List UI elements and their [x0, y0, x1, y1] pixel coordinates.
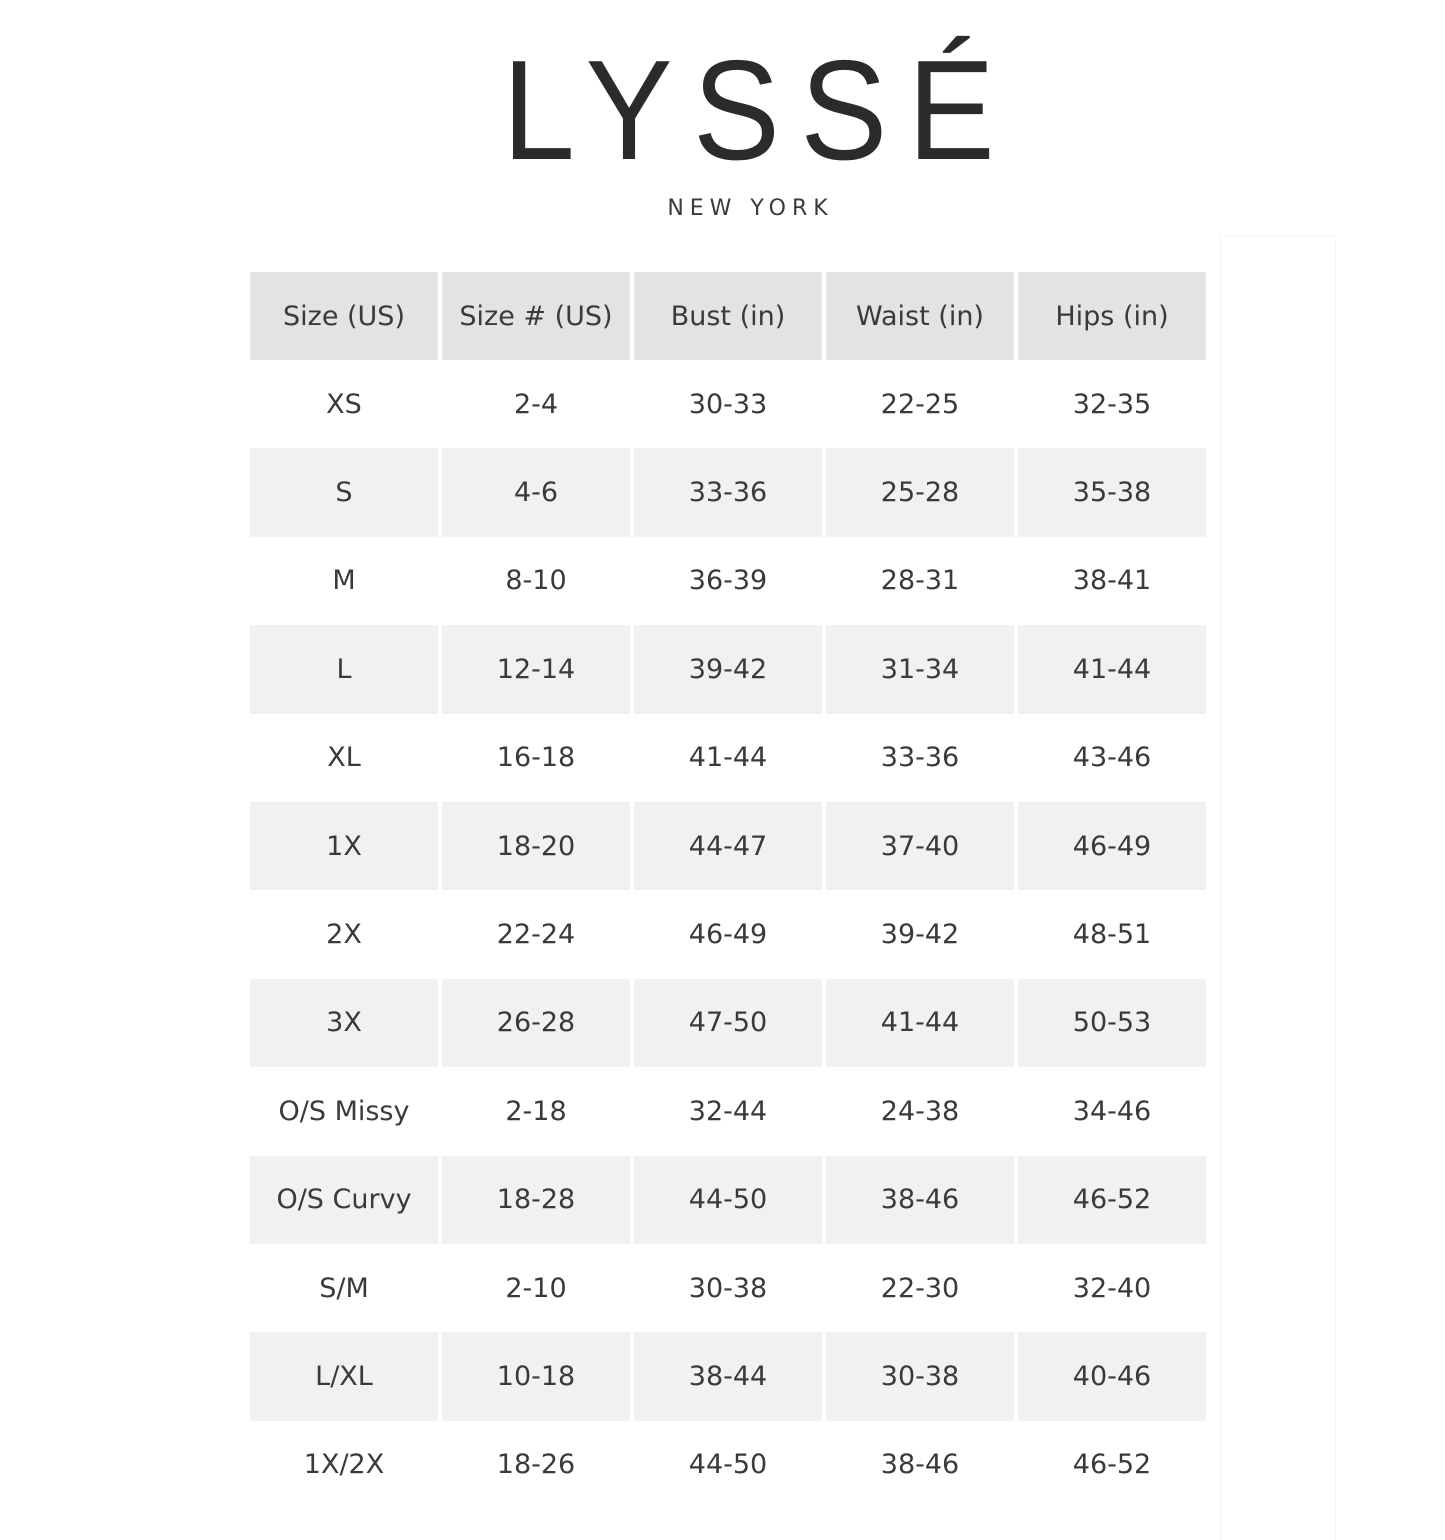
cell-size-number: 2-10: [505, 1272, 567, 1304]
column-header-size: Size (US): [250, 272, 438, 360]
table-row: [250, 625, 1206, 713]
cell-bust: 47-50: [634, 979, 822, 1067]
cell-waist: 28-31: [880, 565, 960, 597]
cell-size-number: 22-24: [496, 919, 576, 951]
table-row: [250, 360, 1206, 448]
cell-size: M: [332, 565, 356, 597]
cell-size: L/XL: [250, 1332, 438, 1420]
cell-size-number: 4-6: [442, 448, 630, 536]
column-header-bust: Bust (in): [634, 272, 822, 360]
column-header-hips: Hips (in): [1018, 272, 1206, 360]
table-row: [250, 1332, 1206, 1420]
cell-hips: 38-41: [1072, 565, 1152, 597]
cell-bust: 38-44: [634, 1332, 822, 1420]
cell-hips: 46-52: [1018, 1156, 1206, 1244]
cell-waist: 24-38: [880, 1095, 960, 1127]
cell-size-number: 18-20: [442, 802, 630, 890]
cell-size: 3X: [250, 979, 438, 1067]
cell-bust: 30-38: [688, 1272, 768, 1304]
cell-hips: 48-51: [1072, 919, 1152, 951]
cell-size-number: 10-18: [442, 1332, 630, 1420]
cell-size-number: 2-18: [505, 1095, 567, 1127]
cell-waist: 22-30: [880, 1272, 960, 1304]
cell-waist: 22-25: [880, 388, 960, 420]
cell-size-number: 18-26: [496, 1449, 576, 1481]
cell-size: 1X: [250, 802, 438, 890]
table-row: [250, 1421, 1206, 1509]
column-header-size-number: Size # (US): [442, 272, 630, 360]
cell-hips: 34-46: [1072, 1095, 1152, 1127]
cell-size: XS: [326, 388, 362, 420]
cell-waist: 41-44: [826, 979, 1014, 1067]
cell-waist: 39-42: [880, 919, 960, 951]
table-body: [250, 360, 1206, 1509]
cell-bust: 39-42: [634, 625, 822, 713]
cell-size: O/S Curvy: [250, 1156, 438, 1244]
cell-size: S/M: [319, 1272, 369, 1304]
table-row: [250, 448, 1206, 536]
cell-size: L: [250, 625, 438, 713]
brand-location: NEW YORK: [667, 196, 834, 221]
cell-size: 1X/2X: [303, 1449, 385, 1481]
brand-logo: [0, 31, 1445, 221]
cell-bust: 32-44: [688, 1095, 768, 1127]
cell-waist: 33-36: [880, 742, 960, 774]
table-row: [250, 1244, 1206, 1332]
table-row: [250, 537, 1206, 625]
column-header-waist: Waist (in): [826, 272, 1014, 360]
cell-bust: 44-50: [688, 1449, 768, 1481]
cell-hips: 41-44: [1018, 625, 1206, 713]
cell-hips: 35-38: [1018, 448, 1206, 536]
cell-hips: 32-35: [1072, 388, 1152, 420]
cell-size-number: 26-28: [442, 979, 630, 1067]
brand-wordmark: LYSSÉ: [502, 31, 1015, 190]
table-row: [250, 714, 1206, 802]
size-chart-table: [246, 272, 1210, 1509]
cell-waist: 38-46: [880, 1449, 960, 1481]
cell-hips: 46-49: [1018, 802, 1206, 890]
cell-bust: 44-50: [634, 1156, 822, 1244]
side-panel-outline: [1220, 236, 1336, 1540]
cell-size-number: 2-4: [513, 388, 559, 420]
cell-size-number: 18-28: [442, 1156, 630, 1244]
cell-bust: 46-49: [688, 919, 768, 951]
cell-bust: 41-44: [688, 742, 768, 774]
cell-hips: 32-40: [1072, 1272, 1152, 1304]
cell-hips: 50-53: [1018, 979, 1206, 1067]
table-row: [250, 979, 1206, 1067]
cell-waist: 31-34: [826, 625, 1014, 713]
cell-size: XL: [327, 742, 361, 774]
table-row: [250, 802, 1206, 890]
table-row: [250, 1156, 1206, 1244]
cell-waist: 38-46: [826, 1156, 1014, 1244]
cell-bust: 36-39: [688, 565, 768, 597]
cell-hips: 40-46: [1018, 1332, 1206, 1420]
cell-size: O/S Missy: [278, 1095, 410, 1127]
cell-bust: 30-33: [688, 388, 768, 420]
cell-size-number: 8-10: [505, 565, 567, 597]
table-row: [250, 890, 1206, 978]
cell-bust: 33-36: [634, 448, 822, 536]
cell-size-number: 16-18: [496, 742, 576, 774]
cell-hips: 43-46: [1072, 742, 1152, 774]
cell-waist: 25-28: [826, 448, 1014, 536]
cell-waist: 30-38: [826, 1332, 1014, 1420]
cell-size-number: 12-14: [442, 625, 630, 713]
cell-hips: 46-52: [1072, 1449, 1152, 1481]
cell-waist: 37-40: [826, 802, 1014, 890]
cell-size: S: [250, 448, 438, 536]
table-row: [250, 1067, 1206, 1155]
table-header-row: [250, 272, 1206, 360]
cell-size: 2X: [326, 919, 362, 951]
cell-bust: 44-47: [634, 802, 822, 890]
